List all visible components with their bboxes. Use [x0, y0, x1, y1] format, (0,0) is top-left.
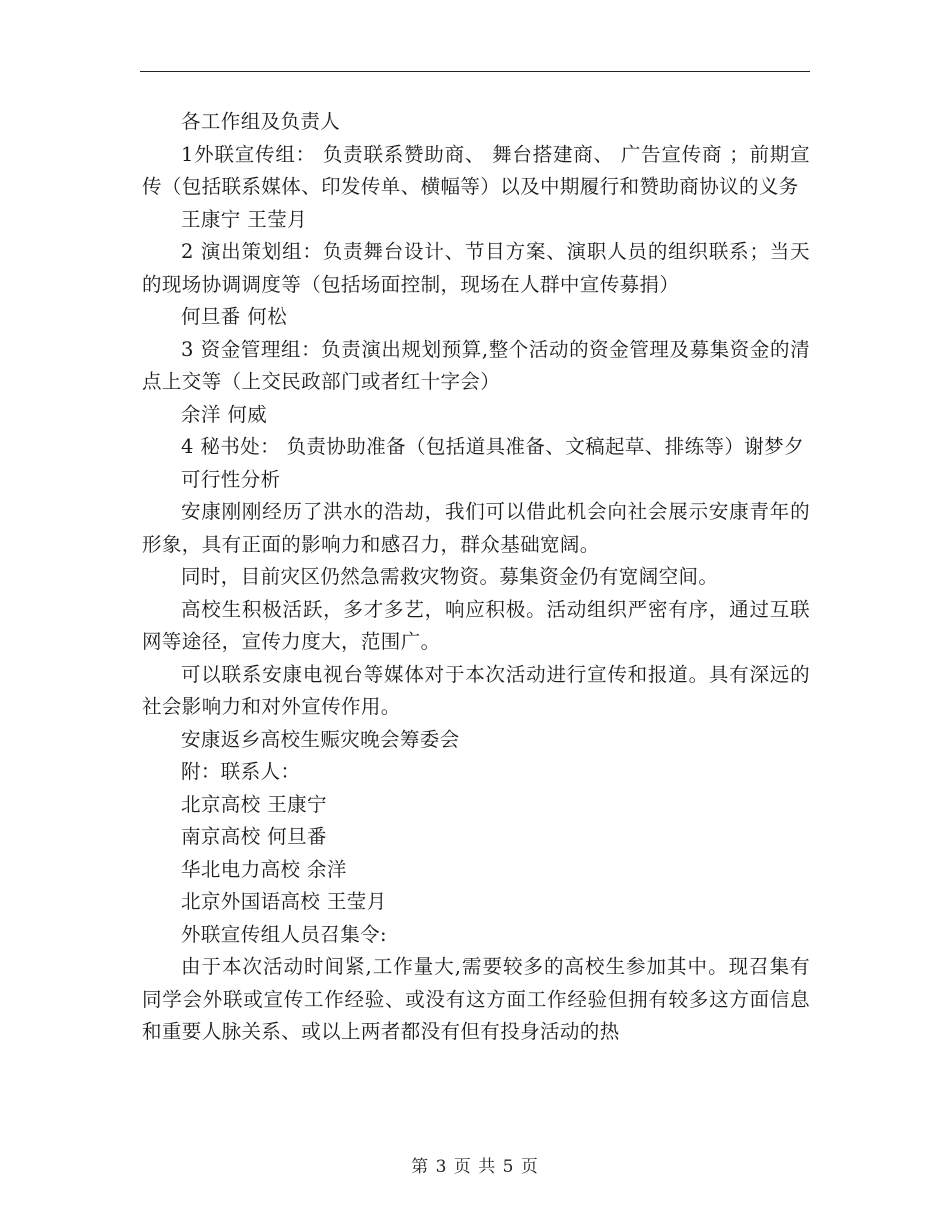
paragraph-committee: 安康返乡高校生赈灾晚会筹委会: [181, 727, 460, 751]
paragraph-recruit-body: 由于本次活动时间紧,工作量大,需要较多的高校生参加其中。现召集有同学会外联或宣传工作经验、或没有这方面工作经验但拥有较多这方面信息和重要人脉关系、或以上两者都没有但有投身活动的热: [142, 955, 810, 1043]
paragraph-contacts-heading: 附：联系人：: [181, 760, 301, 783]
paragraph-feasibility-3: 高校生积极活跃，多才多艺，响应积极。活动组织严密有序，通过互联网等途径，宣传力度大，范围广。: [142, 597, 810, 653]
paragraph-finance-members: 余洋 何威: [181, 402, 268, 426]
page-number-footer: 第 3 页 共 5 页: [411, 1157, 539, 1177]
paragraph-outreach-members: 王康宁 王莹月: [181, 207, 307, 231]
paragraph-contact-4: 北京外国语高校 王莹月: [181, 890, 387, 913]
header-rule: [140, 71, 810, 72]
paragraph-contact-1: 北京高校 王康宁: [181, 792, 327, 816]
paragraph-planning-members: 何旦番 何松: [181, 305, 288, 328]
paragraph-heading-feasibility: 可行性分析: [181, 467, 281, 491]
paragraph-contact-2: 南京高校 何旦番: [181, 825, 327, 848]
paragraph-feasibility-4: 可以联系安康电视台等媒体对于本次活动进行宣传和报道。具有深远的社会影响力和对外宣传作用。: [142, 662, 810, 718]
paragraph-finance-group: 3 资金管理组：负责演出规划预算,整个活动的资金管理及募集资金的清点上交等（上交民政部门或者红十字会）: [142, 337, 810, 393]
document-body: [142, 106, 810, 1049]
paragraph-outreach-group: 1外联宣传组： 负责联系赞助商、 舞台搭建商、 广告宣传商 ；前期宣传（包括联系媒体、印发传单、横幅等）以及中期履行和赞助商协议的义务: [142, 142, 810, 198]
paragraph-planning-group: 2 演出策划组：负责舞台设计、节目方案、演职人员的组织联系；当天的现场协调调度等（包括场面控制，现场在人群中宣传募捐）: [142, 240, 810, 296]
paragraph-contact-3: 华北电力高校 余洋: [181, 857, 347, 881]
paragraph-feasibility-1: 安康刚刚经历了洪水的浩劫，我们可以借此机会向社会展示安康青年的形象，具有正面的影响力和感召力，群众基础宽阔。: [142, 500, 810, 556]
paragraph-feasibility-2: 同时，目前灾区仍然急需救灾物资。募集资金仍有宽阔空间。: [181, 565, 719, 588]
paragraph-heading-workgroups: 各工作组及负责人: [181, 110, 341, 133]
paragraph-secretariat: 4 秘书处： 负责协助准备（包括道具准备、文稿起草、排练等）谢梦夕: [181, 435, 805, 458]
paragraph-recruit-heading: 外联宣传组人员召集令:: [181, 922, 387, 946]
